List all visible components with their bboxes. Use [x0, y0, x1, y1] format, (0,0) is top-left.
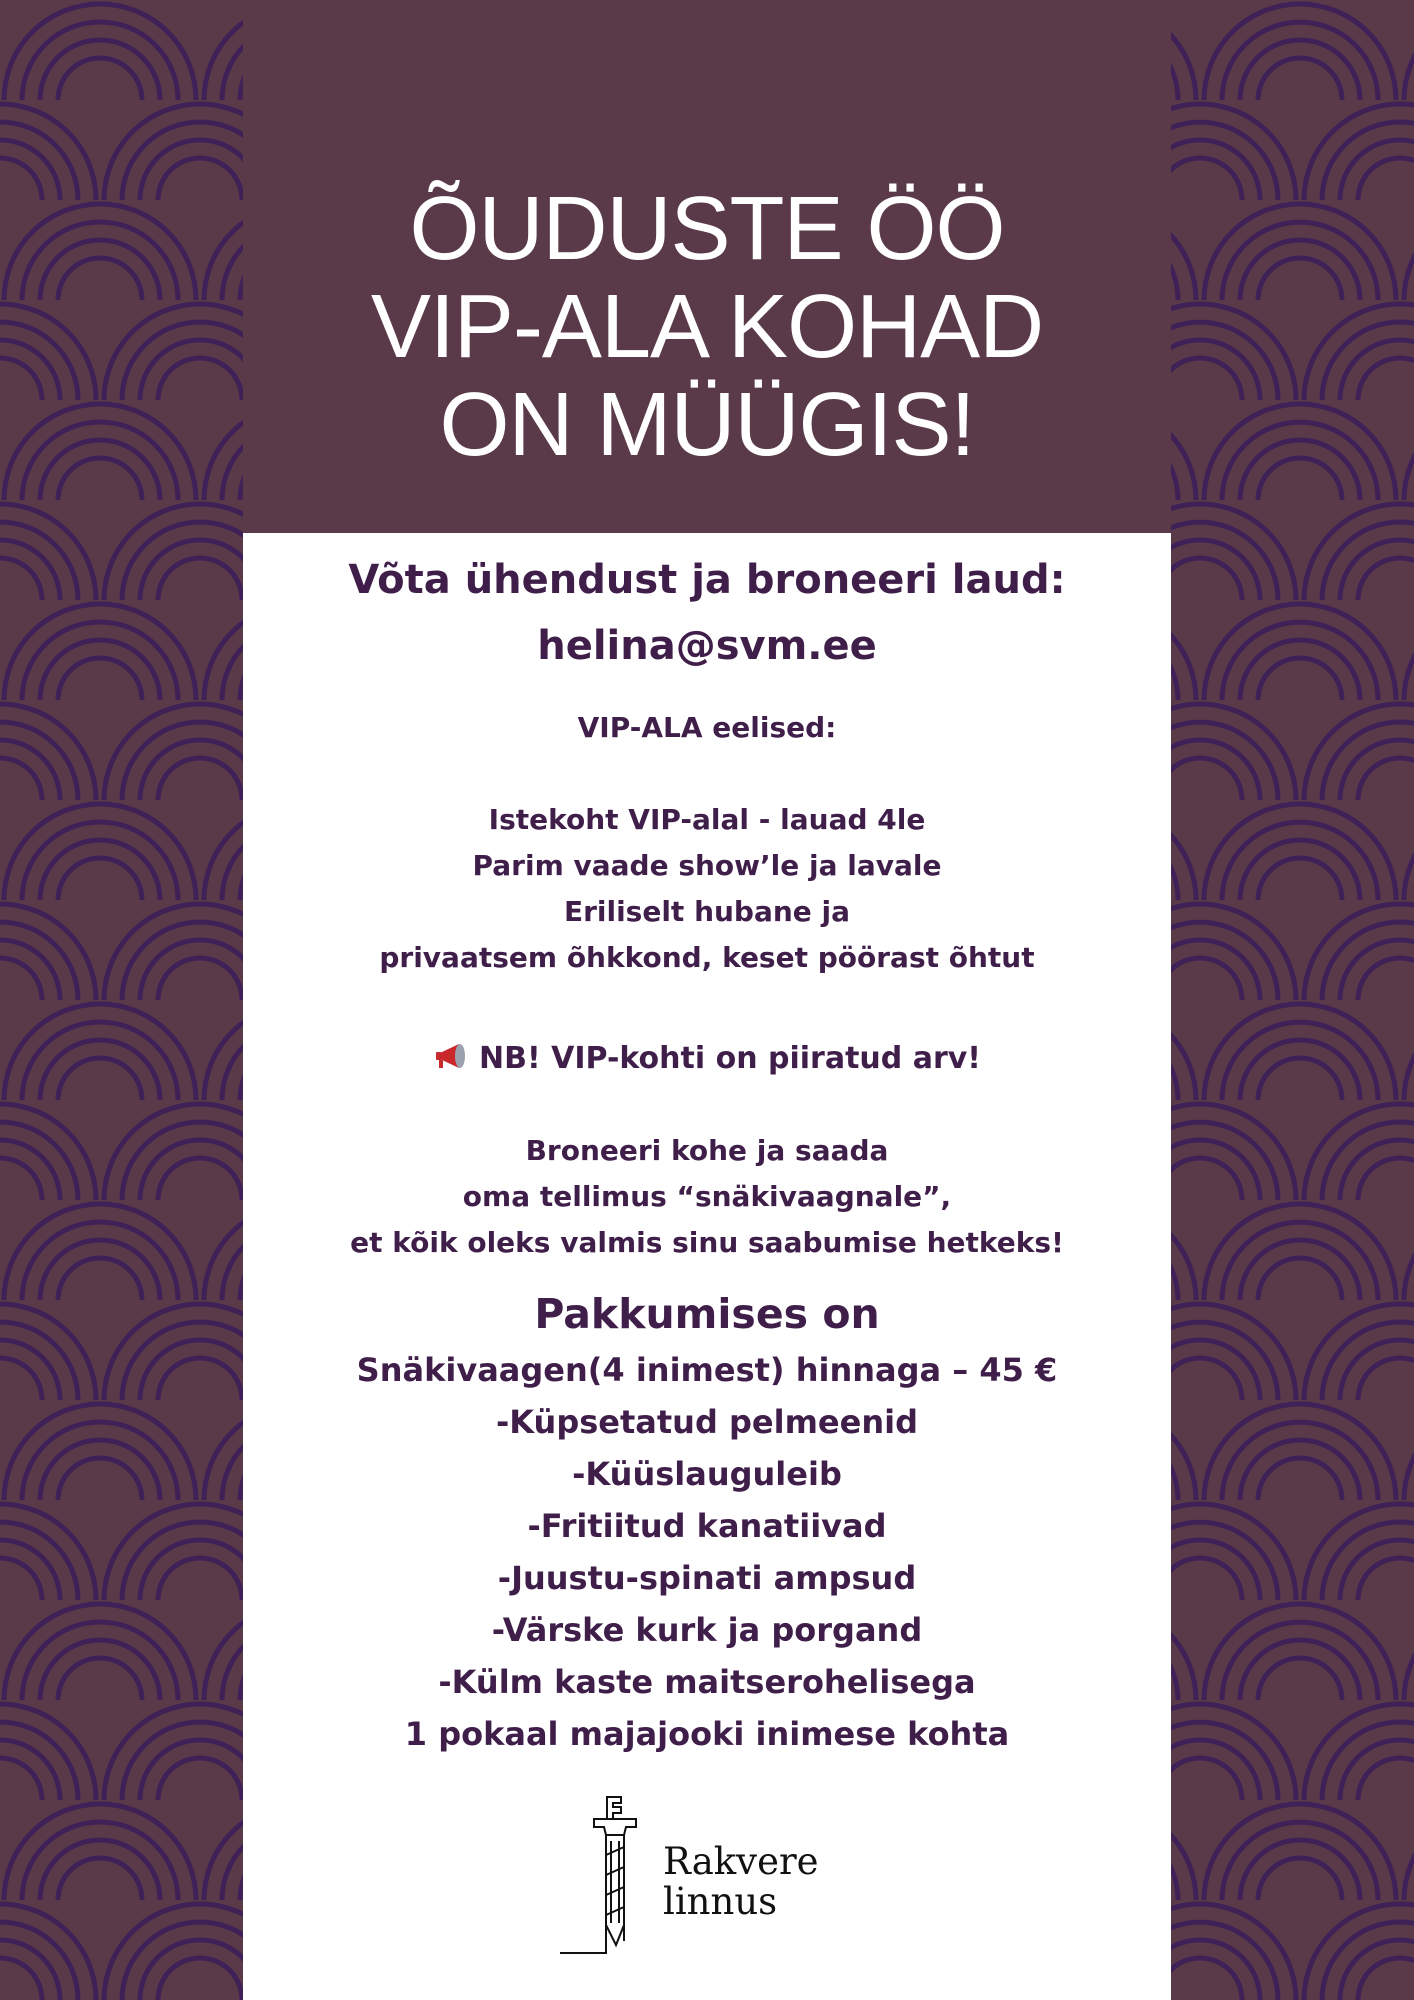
- offer-item: -Küüslauguleib: [572, 1455, 842, 1493]
- benefit-line: Istekoht VIP-alal - lauad 4le: [488, 803, 926, 836]
- pattern-arc: [1222, 622, 1378, 700]
- pattern-arc: [1258, 1658, 1342, 1700]
- pattern-arc: [0, 904, 96, 1000]
- pattern-arc: [58, 1858, 142, 1900]
- pattern-arc: [4, 604, 196, 700]
- pattern-arc: [1404, 1604, 1414, 1700]
- pattern-arc: [158, 1358, 242, 1400]
- pattern-arc: [1340, 140, 1414, 200]
- pattern-arc: [1222, 1222, 1378, 1300]
- pattern-arc: [1258, 458, 1342, 500]
- contact-email[interactable]: helina@svm.ee: [537, 623, 877, 669]
- pattern-arc: [158, 358, 242, 400]
- pattern-arc: [22, 22, 178, 100]
- logo-wordmark: [663, 1842, 819, 1922]
- pattern-arc: [1358, 1158, 1414, 1200]
- pattern-arc: [58, 1258, 142, 1300]
- benefit-line: Eriliselt hubane ja: [563, 895, 851, 928]
- pattern-arc: [0, 958, 42, 1000]
- booking-line: oma tellimus “snäkivaagnale”,: [462, 1180, 952, 1213]
- pattern-arc: [1404, 804, 1414, 900]
- pattern-arc: [22, 1222, 178, 1300]
- pattern-arc: [1204, 1804, 1396, 1900]
- pattern-arc: [1340, 340, 1414, 400]
- pattern-arc: [1258, 258, 1342, 300]
- pattern-arc: [1340, 1540, 1414, 1600]
- pattern-arc: [1358, 1558, 1414, 1600]
- offer-price: Snäkivaagen(4 inimest) hinnaga – 45 €: [356, 1351, 1058, 1389]
- pattern-arc: [58, 58, 142, 100]
- pattern-arc: [1222, 1422, 1378, 1500]
- pattern-arc: [22, 1622, 178, 1700]
- pattern-arc: [1322, 322, 1414, 400]
- pattern-arc: [0, 1704, 96, 1800]
- pattern-arc: [1358, 558, 1414, 600]
- pattern-arc: [4, 1204, 196, 1300]
- pattern-arc: [0, 1304, 96, 1400]
- title-line: VIP-ALA KOHAD: [370, 277, 1044, 377]
- pattern-arc: [1204, 1404, 1396, 1500]
- pattern-arc: [4, 1604, 196, 1700]
- pattern-arc: [22, 1022, 178, 1100]
- benefits-section: [243, 705, 1171, 981]
- booking-section: [243, 1128, 1171, 1266]
- poster-title: [243, 180, 1171, 474]
- title-line: ÕUDUSTE ÖÖ: [409, 179, 1005, 279]
- pattern-arc: [0, 1158, 42, 1200]
- pattern-arc: [1358, 158, 1414, 200]
- pattern-arc: [0, 1904, 96, 2000]
- pattern-arc: [1204, 4, 1396, 100]
- booking-line: Broneeri kohe ja saada: [525, 1134, 889, 1167]
- pattern-arc: [1340, 1740, 1414, 1800]
- pattern-arc: [1404, 4, 1414, 100]
- pattern-arc: [1404, 604, 1414, 700]
- pattern-arc: [1222, 22, 1378, 100]
- pattern-arc: [158, 1758, 242, 1800]
- pattern-arc: [0, 1358, 42, 1400]
- pattern-arc: [1258, 658, 1342, 700]
- megaphone-icon: [433, 1039, 471, 1085]
- pattern-arc: [1222, 1822, 1378, 1900]
- pattern-arc: [0, 304, 96, 400]
- pattern-arc: [1204, 1004, 1396, 1100]
- pattern-arc: [0, 1558, 42, 1600]
- pattern-arc: [1404, 1804, 1414, 1900]
- pattern-arc: [158, 758, 242, 800]
- pattern-arc: [1340, 1340, 1414, 1400]
- pattern-arc: [158, 1558, 242, 1600]
- pattern-arc: [1404, 1204, 1414, 1300]
- offer-item: -Juustu-spinati ampsud: [497, 1559, 917, 1597]
- offer-item: -Küpsetatud pelmeenid: [496, 1403, 918, 1441]
- pattern-arc: [1404, 1004, 1414, 1100]
- pattern-arc: [0, 1104, 96, 1200]
- pattern-arc: [0, 104, 96, 200]
- pattern-arc: [22, 222, 178, 300]
- benefits-heading: VIP-ALA eelised:: [577, 711, 837, 744]
- pattern-arc: [1222, 1022, 1378, 1100]
- pattern-arc: [0, 1504, 96, 1600]
- pattern-arc: [1322, 1722, 1414, 1800]
- pattern-arc: [158, 1958, 242, 2000]
- booking-line: et kõik oleks valmis sinu saabumise hetkeks!: [350, 1226, 1064, 1259]
- pattern-arc: [58, 1058, 142, 1100]
- pattern-arc: [4, 1004, 196, 1100]
- pattern-arc: [1404, 204, 1414, 300]
- pattern-arc: [1204, 1604, 1396, 1700]
- pattern-arc: [4, 204, 196, 300]
- pattern-arc: [1222, 822, 1378, 900]
- pattern-arc: [1322, 1122, 1414, 1200]
- pattern-arc: [158, 558, 242, 600]
- pattern-arc: [1222, 222, 1378, 300]
- pattern-arc: [1204, 1204, 1396, 1300]
- pattern-arc: [0, 504, 96, 600]
- pattern-arc: [1322, 1322, 1414, 1400]
- pattern-arc: [0, 1958, 42, 2000]
- pattern-arc: [1258, 58, 1342, 100]
- pattern-arc: [158, 1158, 242, 1200]
- contact-heading: Võta ühendust ja broneeri laud:: [348, 557, 1066, 603]
- pattern-arc: [1340, 1940, 1414, 2000]
- pattern-arc: [158, 958, 242, 1000]
- pattern-arc: [1204, 604, 1396, 700]
- pattern-arc: [1404, 1404, 1414, 1500]
- pattern-arc: [0, 704, 96, 800]
- pattern-arc: [58, 858, 142, 900]
- pattern-arc: [22, 622, 178, 700]
- pattern-arc: [1204, 804, 1396, 900]
- logo-name-line: Rakvere: [663, 1840, 819, 1883]
- pattern-arc: [1258, 858, 1342, 900]
- pattern-arc: [1322, 722, 1414, 800]
- pattern-arc: [1322, 1522, 1414, 1600]
- pattern-arc: [0, 558, 42, 600]
- pattern-arc: [1358, 1758, 1414, 1800]
- pattern-arc: [1258, 1258, 1342, 1300]
- pattern-arc: [58, 1658, 142, 1700]
- pattern-arc: [1358, 758, 1414, 800]
- pattern-arc: [0, 358, 42, 400]
- pattern-arc: [1340, 740, 1414, 800]
- pattern-arc: [1258, 1458, 1342, 1500]
- pattern-arc: [1404, 404, 1414, 500]
- pattern-arc: [0, 1758, 42, 1800]
- offer-section: [243, 1284, 1171, 1760]
- poster-panel: [243, 0, 1171, 2000]
- pattern-arc: [4, 1804, 196, 1900]
- pattern-arc: [22, 1822, 178, 1900]
- pattern-arc: [4, 4, 196, 100]
- pattern-arc: [1340, 1140, 1414, 1200]
- pattern-arc: [1204, 404, 1396, 500]
- pattern-arc: [1322, 1922, 1414, 2000]
- pattern-arc: [158, 158, 242, 200]
- pattern-arc: [22, 822, 178, 900]
- pattern-arc: [1358, 1958, 1414, 2000]
- pattern-arc: [1358, 358, 1414, 400]
- benefit-line: Parim vaade show’le ja lavale: [472, 849, 942, 882]
- offer-item: -Värske kurk ja porgand: [491, 1611, 923, 1649]
- pattern-arc: [1258, 1058, 1342, 1100]
- pattern-arc: [58, 1458, 142, 1500]
- header-banner: [243, 0, 1171, 533]
- pattern-arc: [0, 758, 42, 800]
- pattern-arc: [1358, 958, 1414, 1000]
- offer-heading: Pakkumises on: [534, 1290, 880, 1338]
- benefit-line: privaatsem õhkkond, keset pöörast õhtut: [379, 941, 1035, 974]
- pattern-arc: [58, 258, 142, 300]
- logo-name-line: linnus: [663, 1880, 778, 1923]
- pattern-arc: [0, 158, 42, 200]
- notice-text: NB! VIP-kohti on piiratud arv!: [479, 1041, 981, 1076]
- pattern-arc: [58, 458, 142, 500]
- pattern-arc: [58, 658, 142, 700]
- pattern-arc: [22, 1422, 178, 1500]
- pattern-arc: [1340, 540, 1414, 600]
- pattern-arc: [1258, 1858, 1342, 1900]
- pattern-arc: [1204, 204, 1396, 300]
- notice-line: [243, 1036, 1171, 1085]
- pattern-arc: [1222, 422, 1378, 500]
- pattern-arc: [4, 804, 196, 900]
- offer-item: 1 pokaal majajooki inimese kohta: [404, 1715, 1010, 1753]
- pattern-arc: [4, 1404, 196, 1500]
- pattern-arc: [1358, 1358, 1414, 1400]
- pattern-arc: [1322, 922, 1414, 1000]
- pattern-arc: [1322, 522, 1414, 600]
- pattern-arc: [1340, 940, 1414, 1000]
- pattern-arc: [1222, 1622, 1378, 1700]
- offer-item: -Külm kaste maitserohelisega: [438, 1663, 976, 1701]
- offer-item: -Fritiitud kanatiivad: [527, 1507, 887, 1545]
- pattern-arc: [1322, 122, 1414, 200]
- pattern-arc: [4, 404, 196, 500]
- pattern-arc: [22, 422, 178, 500]
- title-line: ON MÜÜGIS!: [439, 375, 975, 475]
